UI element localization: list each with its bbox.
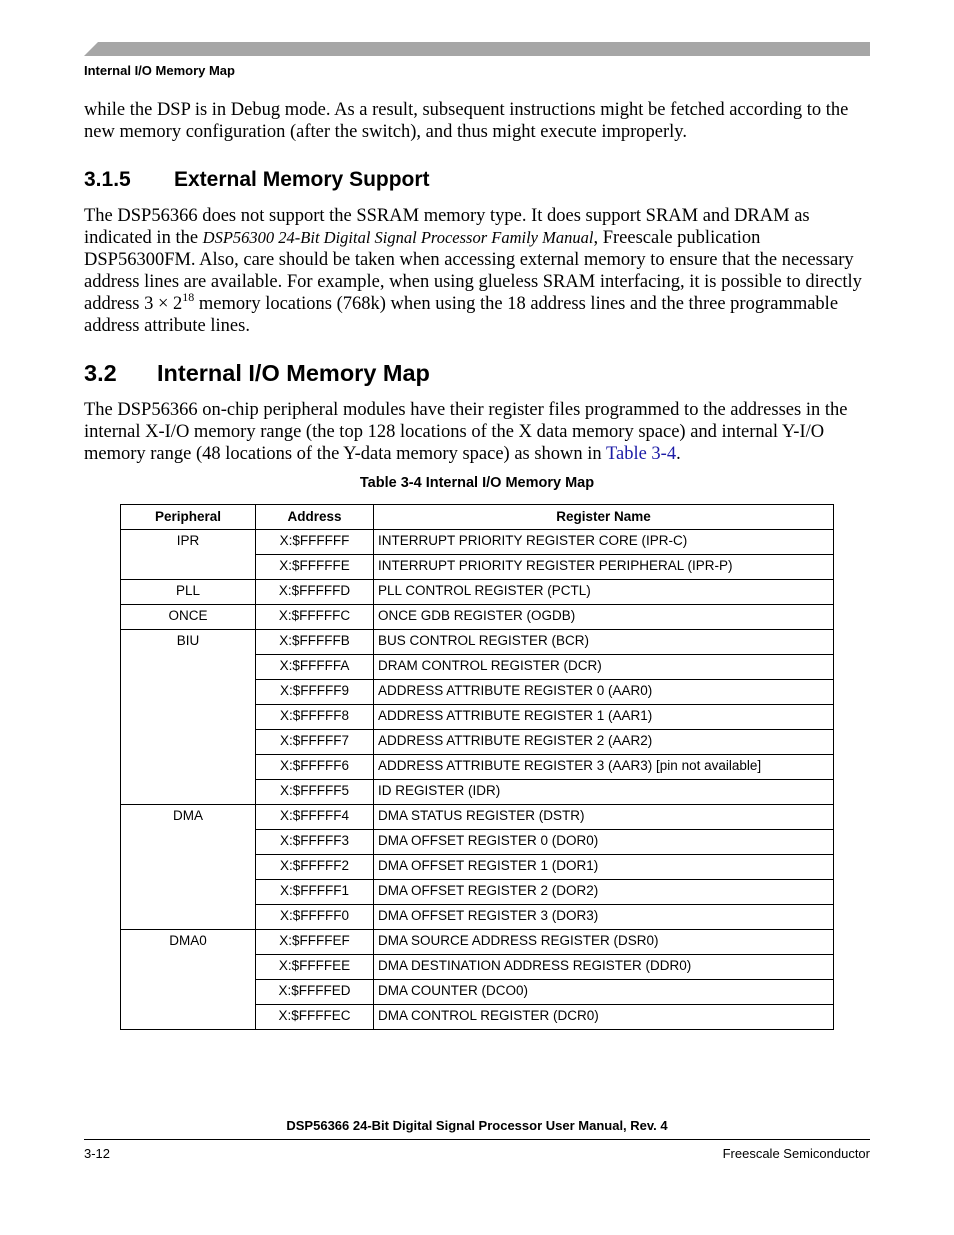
header-peripheral: Peripheral	[121, 505, 256, 530]
paragraph-external-memory	[84, 205, 874, 337]
cell-address: X:$FFFFF1	[256, 880, 374, 905]
cell-address: X:$FFFFFC	[256, 605, 374, 630]
cell-register-name: DRAM CONTROL REGISTER (DCR)	[374, 655, 834, 680]
cell-address: X:$FFFFFA	[256, 655, 374, 680]
cell-register-name: DMA CONTROL REGISTER (DCR0)	[374, 1005, 834, 1030]
cell-register-name: ADDRESS ATTRIBUTE REGISTER 0 (AAR0)	[374, 680, 834, 705]
section-number: 3.1.5	[84, 168, 131, 191]
cell-address: X:$FFFFF7	[256, 730, 374, 755]
cell-register-name: DMA OFFSET REGISTER 3 (DOR3)	[374, 905, 834, 930]
text-run: The DSP56366 does not support the SSRAM memory type. It does support SRAM and DRAM as indicated in the	[84, 206, 810, 248]
cell-register-name: ID REGISTER (IDR)	[374, 780, 834, 805]
cell-address: X:$FFFFF2	[256, 855, 374, 880]
cell-register-name: DMA COUNTER (DCO0)	[374, 980, 834, 1005]
running-header-title: Internal I/O Memory Map	[84, 63, 235, 78]
text-run: .	[676, 444, 681, 464]
cell-address: X:$FFFFEE	[256, 955, 374, 980]
cell-address: X:$FFFFFB	[256, 630, 374, 655]
cell-register-name: INTERRUPT PRIORITY REGISTER CORE (IPR-C)	[374, 530, 834, 555]
manual-title: DSP56300 24-Bit Digital Signal Processor Family Manual	[202, 228, 594, 247]
footer-divider	[84, 1139, 870, 1140]
cell-address: X:$FFFFF6	[256, 755, 374, 780]
cell-peripheral: IPR	[121, 530, 256, 580]
cell-address: X:$FFFFF4	[256, 805, 374, 830]
footer-page-number: 3-12	[84, 1146, 111, 1161]
exponent: 18	[182, 289, 195, 304]
table-3-4-link[interactable]: Table 3-4	[605, 444, 677, 464]
table-body	[121, 530, 834, 1030]
table-caption: Table 3-4 Internal I/O Memory Map	[359, 475, 595, 491]
cell-address: X:$FFFFF8	[256, 705, 374, 730]
text-run: , Freescale publication DSP56300FM. Also, care should be taken when accessing external memory to ensure that the necessary address lines are available. For example, when using glueless SRAM interfacing, it is possible to directly address 3 × 2	[84, 228, 862, 314]
cell-address: X:$FFFFED	[256, 980, 374, 1005]
cell-register-name: ADDRESS ATTRIBUTE REGISTER 2 (AAR2)	[374, 730, 834, 755]
section-title: External Memory Support	[174, 168, 430, 191]
cell-address: X:$FFFFF5	[256, 780, 374, 805]
cell-address: X:$FFFFF9	[256, 680, 374, 705]
paragraph-debug-mode: while the DSP is in Debug mode. As a result, subsequent instructions might be fetched according to the new memory configuration (after the switch), and thus might execute improperly.	[84, 100, 849, 142]
section-heading-3-1-5	[84, 168, 430, 192]
cell-register-name: DMA DESTINATION ADDRESS REGISTER (DDR0)	[374, 955, 834, 980]
cell-peripheral: BIU	[121, 630, 256, 805]
footer-company: Freescale Semiconductor	[722, 1146, 870, 1161]
table-row	[121, 605, 834, 630]
table-header-row	[121, 505, 834, 530]
cell-register-name: DMA OFFSET REGISTER 2 (DOR2)	[374, 880, 834, 905]
cell-address: X:$FFFFFF	[256, 530, 374, 555]
cell-register-name: DMA SOURCE ADDRESS REGISTER (DSR0)	[374, 930, 834, 955]
text-run: The DSP56366 on-chip peripheral modules have their register files programmed to the addresses in the internal X-I/O memory range (the top 128 locations of the X data memory space) and internal Y-I/O memory range (48 locations of the Y-data memory space) as shown in	[84, 400, 848, 464]
section-title: Internal I/O Memory Map	[157, 360, 430, 386]
paragraph-io-memory	[84, 399, 874, 465]
cell-peripheral: DMA	[121, 805, 256, 930]
cell-register-name: DMA OFFSET REGISTER 1 (DOR1)	[374, 855, 834, 880]
cell-address: X:$FFFFEC	[256, 1005, 374, 1030]
header-bar	[84, 42, 870, 56]
cell-address: X:$FFFFF0	[256, 905, 374, 930]
header-register-name: Register Name	[374, 505, 834, 530]
text-run: memory locations (768k) when using the 18 address lines and the three programmable address attribute lines.	[84, 294, 839, 336]
cell-register-name: BUS CONTROL REGISTER (BCR)	[374, 630, 834, 655]
cell-register-name: ADDRESS ATTRIBUTE REGISTER 1 (AAR1)	[374, 705, 834, 730]
io-memory-map-table	[120, 504, 834, 1030]
header-address: Address	[256, 505, 374, 530]
cell-peripheral: DMA0	[121, 930, 256, 1030]
cell-address: X:$FFFFFD	[256, 580, 374, 605]
table-row	[121, 630, 834, 655]
footer-document-title: DSP56366 24-Bit Digital Signal Processor User Manual, Rev. 4	[286, 1118, 668, 1133]
cell-register-name: PLL CONTROL REGISTER (PCTL)	[374, 580, 834, 605]
table-row	[121, 805, 834, 830]
cell-register-name: ADDRESS ATTRIBUTE REGISTER 3 (AAR3) [pin not available]	[374, 755, 834, 780]
cell-address: X:$FFFFFE	[256, 555, 374, 580]
table-row	[121, 580, 834, 605]
cell-register-name: INTERRUPT PRIORITY REGISTER PERIPHERAL (IPR-P)	[374, 555, 834, 580]
cell-register-name: DMA STATUS REGISTER (DSTR)	[374, 805, 834, 830]
table-row	[121, 930, 834, 955]
cell-register-name: DMA OFFSET REGISTER 0 (DOR0)	[374, 830, 834, 855]
table-row	[121, 530, 834, 555]
section-heading-3-2	[84, 360, 430, 387]
cell-address: X:$FFFFF3	[256, 830, 374, 855]
section-number: 3.2	[84, 360, 117, 386]
cell-register-name: ONCE GDB REGISTER (OGDB)	[374, 605, 834, 630]
cell-peripheral: PLL	[121, 580, 256, 605]
cell-peripheral: ONCE	[121, 605, 256, 630]
cell-address: X:$FFFFEF	[256, 930, 374, 955]
